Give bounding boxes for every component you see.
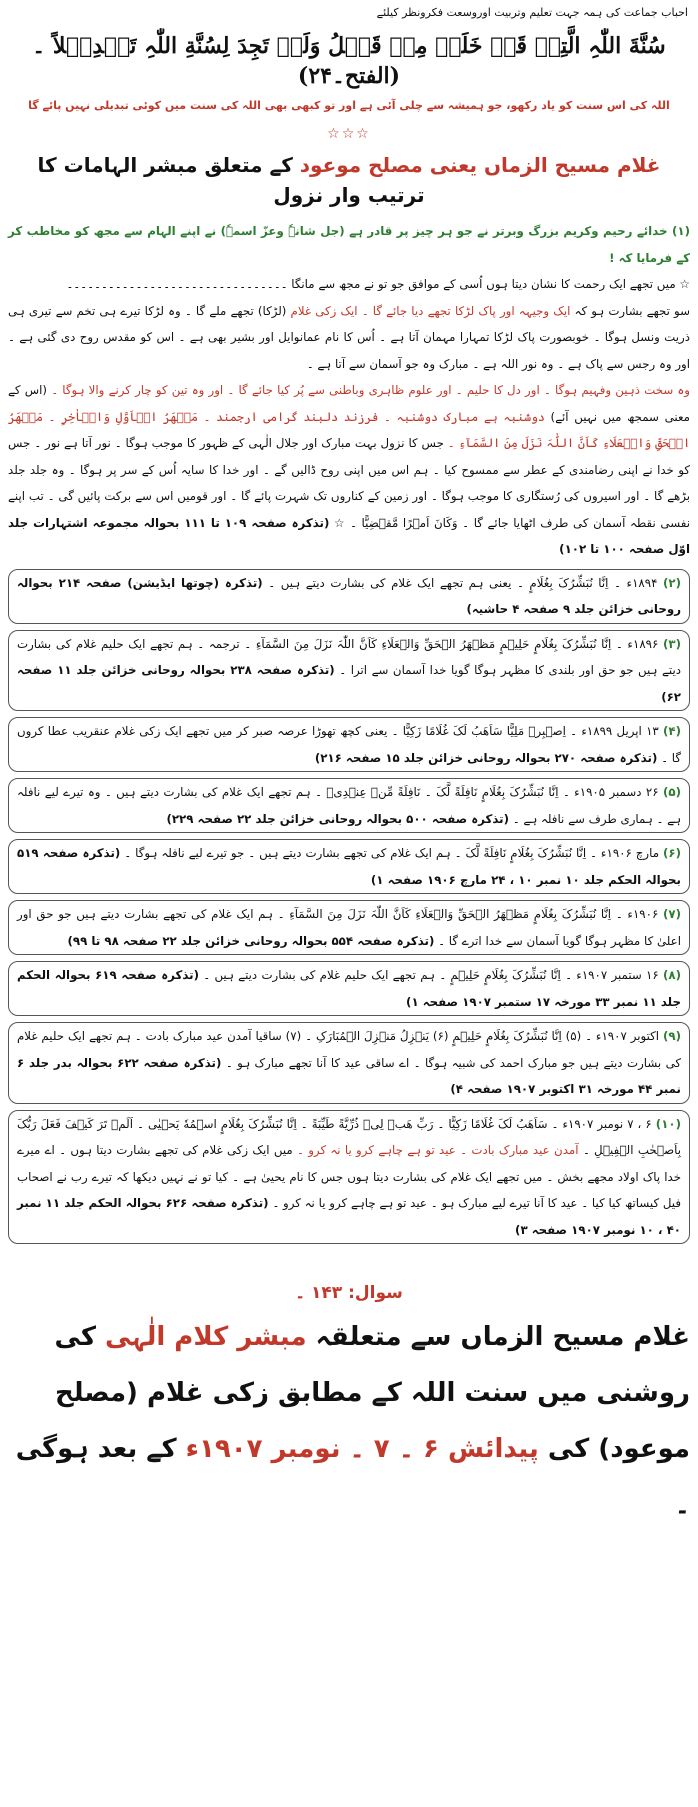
question-part: کی روشنی میں سنت اللہ کے مطابق زکی غلام (مصلح موعود) کی [54,1322,690,1464]
intro-paragraph-4 [8,377,690,563]
revelation-item [8,900,690,955]
item-text: مارچ ۱۹۰۶ء ۔ اِنَّا نُبَشِّرُکَ بِغُلَامٍ نَافِلَةً لَّکَ ۔ ہم ایک غلام کی تجھے بشارت دیتے ہیں ۔ جو تیرے لیے نافلہ ہوگا ۔ [124,846,660,860]
title-part-rest: کے متعلق مبشر الہامات کا ترتیب وار نزول [37,153,425,207]
title-part-highlight: غلام مسیح الزماں یعنی مصلح موعود [299,153,661,177]
prophecy-note: (اس کے معنی سمجھ میں نہیں آئے) [8,383,690,424]
item-text: ۶ ، ۷ نومبر ۱۹۰۷ء ۔ سَاَهَبُ لَکَ غُلَامًا زَکِیًّا ۔ رَبِّ هَبۡ لِیۡ ذُرِّیَّةً طَیِّبَةً ۔ اِنَّا نُبَشِّرُکَ بِغُلَامٍ اسۡمُهٗ یَحۡیٰی ۔ اَلَمۡ تَرَ کَیۡفَ فَعَلَ رَبُّکَ بِاَصۡحٰبِ الۡفِیۡلِ ۔ [17,1116,682,1157]
question-highlight: پیدائش ۶ ۔ ۷ ۔ نومبر ۱۹۰۷ء [185,1434,539,1464]
revelation-item [8,839,690,894]
prophecy-qualities: وہ سخت ذہین وفہیم ہوگا ۔ اور دل کا حلیم ۔ اور علوم ظاہری وباطنی سے پُر کیا جائے گا ۔ اور وہ تین کو چار کرنے والا ہوگا ۔ [51,383,690,397]
reference: (تذکرہ صفحہ ۵۱۹ بحوالہ الحکم جلد ۱۰ نمبر ۱۰ ، ۲۴ مارچ ۱۹۰۶ صفحہ ۱) [17,846,681,887]
intro-text: (۱) خدائے رحیم وکریم بزرگ وبرتر نے جو ہر چیز پر قادر ہے (جل شانہٗ وعزّ اسمہٗ) نے اپنے الہام سے مجھ کو مخاطب کر کے فرمایا کہ ! [8,224,690,265]
item-number: (۳) [662,636,681,651]
revelation-item [8,717,690,772]
intro-paragraph-1 [8,218,690,271]
question-highlight: مبشر کلام الٰہی [105,1322,307,1352]
item-text: ۱۳ اپریل ۱۸۹۹ء ۔ اِصۡبِرۡ مَلِیًّا سَاَهَبُ لَکَ غُلَامًا زَکِیًّا ۔ یعنی کچھ تھوڑا عرصہ صبر کر میں تجھے ایک زکی غلام عنقریب عطا کروں گا ۔ [17,724,681,765]
revelation-item [8,630,690,712]
question-part: غلام مسیح الزماں سے متعلقہ [315,1322,690,1352]
reference: (تذکرہ صفحہ ۶۲۶ بحوالہ الحکم جلد ۱۱ نمبر ۴۰ ، ۱۰ نومبر ۱۹۰۷ صفحہ ۳) [17,1196,681,1237]
item-number: (۱۰) [655,1116,681,1131]
reference: (تذکرہ صفحہ ۱۰۹ تا ۱۱۱ بحوالہ مجموعہ اشتہارات جلد اوّل صفحہ ۱۰۰ تا ۱۰۲) [8,515,690,556]
item-number: (۵) [663,785,682,799]
prophecy-body: (لڑکا) تجھے ملے گا ۔ وہ لڑکا تیرے ہی تخم سے تیری ہی ذریت ونسل ہوگا ۔ خوبصورت پاک لڑکا تمہارا مہمان آتا ہے ۔ اُس کا نام عمانوایل اور بشیر بھی ہے ۔ اس کو مقدس روح دی گئی ہے ۔ اور وہ رجس سے پاک ہے ۔ وہ نور اللہ ہے ۔ مبارک وہ جو آسمان سے آتا ہے ۔ [8,303,690,371]
revelation-item [8,1110,690,1245]
reference: (تذکرہ صفحہ ۵۰۰ بحوالہ روحانی خزائن جلد ۲۲ صفحہ ۲۲۹) [166,811,509,826]
header-tagline: احباب جماعت کی ہمہ جہت تعلیم وتربیت اوروسعت فکرونظر کیلئے [376,6,688,19]
reference: (تذکرہ صفحہ ۶۲۲ بحوالہ بدر جلد ۶ نمبر ۴۴ مورخہ ۳۱ اکتوبر ۱۹۰۷ صفحہ ۴) [17,1055,681,1096]
item-number: (۸) [663,968,682,982]
item-number: (۶) [663,846,682,860]
question-label: سوال: ۱۴۳ ۔ [295,1283,403,1303]
item-text: ۱۸۹۴ء ۔ اِنَّا نُبَشِّرُکَ بِغُلَامٍ ۔ یعنی ہم تجھے ایک غلام کی بشارت دیتے ہیں ۔ [268,575,658,590]
revelation-item [8,961,690,1016]
revelation-item [8,778,690,833]
question-part: کے بعد ہوگی ۔ [15,1434,690,1520]
item-text: ۱۶ ستمبر ۱۹۰۷ء ۔ اِنَّا نُبَشِّرُکَ بِغُلَامٍ حَلِیۡمٍ ۔ ہم تجھے ایک حلیم غلام کی بشارت دیتے ہیں ۔ [203,968,659,982]
reference: (تذکرہ صفحہ ۲۷۰ بحوالہ روحانی خزائن جلد ۱۵ صفحہ ۲۱۶) [314,750,658,765]
item-text: ۲۶ دسمبر ۱۹۰۵ء ۔ اِنَّا نُبَشِّرُکَ بِغُلَامٍ نَافِلَةً لَّکَ ۔ نَافِلَةً مِّنۡ عِنۡدِیۡ ۔ ہم تجھے ایک غلام کی بشارت دیتے ہیں ۔ وہ تیرے لیے نافلہ ہے ۔ ہماری طرف سے نافلہ ہے ۔ [17,785,681,826]
quran-verse: سُنَّةَ اللّٰہِ الَّتِیۡ قَدۡ خَلَتۡ مِنۡ قَبۡلُ وَلَنۡ تَجِدَ لِسُنَّةِ اللّٰہِ تَبۡدِیۡلاً ۔ (الفتح۔۲۴) [32,33,666,89]
stars-divider: ☆☆☆ [327,126,371,142]
intro-paragraph-2: ☆ میں تجھے ایک رحمت کا نشان دیتا ہوں اُسی کے موافق جو تو نے مجھ سے مانگا ۔۔۔۔۔۔۔۔۔۔۔۔۔۔۔۔۔۔۔۔۔۔۔۔۔۔۔۔۔۔۔۔ [66,277,690,291]
reference: (تذکرہ صفحہ ۵۵۴ بحوالہ روحانی خزائن جلد ۲۲ صفحہ ۹۸ تا ۹۹) [67,933,435,948]
page-title [8,150,690,210]
item-number: (۲) [663,575,682,590]
revelation-item [8,569,690,624]
item-text-translation: میں ایک زکی غلام کی تجھے بشارت دیتا ہوں ۔ اے میرے خدا پاک اولاد مجھے بخش ۔ میں تجھے ایک غلام کی بشارت دیتا ہوں جس کا نام یحییٰ ہے ۔ کیا تو نے نہیں دیکھا کہ تیرے رب نے اصحاب فیل کیساتھ کیا کیا ۔ عید کا آنا تیرے لیے مبارک ہو ۔ عید تو ہے چاہے کرو یا نہ کرو ۔ [17,1143,681,1210]
verse-translation: اللہ کی اس سنت کو یاد رکھو، جو ہمیشہ سے چلی آئی ہے اور تو کبھی بھی اللہ کی سنت میں کوئی تبدیلی نہیں پائے گا [28,99,670,112]
item-number: (۴) [663,724,682,738]
question-statement [8,1309,690,1533]
item-text: اکتوبر ۱۹۰۷ء ۔ (۵) اِنَّا نُبَشِّرُکَ بِغُلَامٍ حَلِیۡمٍ (۶) یَنۡزِلُ مَنۡزِلَ الۡمُبَارَکِ ۔ (۷) ساقیا آمدن عید مبارک بادت ۔ ہم تجھے ایک حلیم غلام کی بشارت دیتے ہیں جو مبارک احمد کی شبیہ ہوگا ۔ اے ساقی عید کا آنا تجھے مبارک ہو ۔ [17,1029,682,1070]
reference: (تذکرہ صفحہ ۲۳۸ بحوالہ روحانی خزائن جلد ۱۱ صفحہ ۶۲) [17,663,681,704]
item-number: (۹) [663,1029,682,1043]
item-highlight: آمدن عید مبارک بادت ۔ عید تو ہے چاہے کرو یا نہ کرو ۔ [297,1143,579,1157]
item-text: ۱۹۰۶ء ۔ اِنَّا نُبَشِّرُکَ بِغُلَامٍ مَظۡهَرُ الۡحَقِّ وَالۡعَلَاءِ کَاَنَّ اللّٰہَ نَزَلَ مِنَ السَّمَآءِ ۔ ہم ایک غلام کی تجھے بشارت دیتے ہیں جو حق اور اعلیٰ کا مظہر ہوگا گویا آسمان سے خدا اترے گا ۔ [17,907,681,948]
revelation-item [8,1022,690,1104]
reference: (تذکرہ (چوتھا ایڈیشن) صفحہ ۲۱۴ بحوالہ روحانی خزائن جلد ۹ صفحہ ۴ حاشیہ) [17,575,681,616]
prophecy-lead: سو تجھے بشارت ہو کہ [574,303,691,318]
prophecy-highlight: ایک وجیہہ اور پاک لڑکا تجھے دیا جائے گا ۔ ایک زکی غلام [290,303,571,318]
prophecy-arabic: دوشنبہ ہے مبارک دوشنبہ ۔ فرزند دلبند گرامی ارجمند ۔ مَظۡهَرُ الۡاَوَّلِ وَالۡاٰخِرِ ۔ مَظۡهَرُ الۡحَقِّ وَالۡعَلَاءِ کَاَنَّ اللّٰہَ نَزَلَ مِنَ السَّمَآءِ ۔ [8,409,690,450]
reference: (تذکرہ صفحہ ۶۱۹ بحوالہ الحکم جلد ۱۱ نمبر ۳۳ مورخہ ۱۷ ستمبر ۱۹۰۷ صفحہ ۱) [17,968,681,1009]
item-text: ۱۸۹۶ء ۔ اِنَّا نُبَشِّرُکَ بِغُلَامٍ حَلِیۡمٍ مَظۡهَرُ الۡحَقِّ وَالۡعَلَاءِ کَاَنَّ اللّٰہَ نَزَلَ مِنَ السَّمَآءِ ۔ ترجمہ ۔ ہم تجھے ایک حلیم غلام کی بشارت دیتے ہیں جو حق اور بلندی کا مظہر ہوگا گویا خدا آسمان سے اترا ۔ [17,636,682,677]
prophecy-continuation: جس کا نزول بہت مبارک اور جلال الٰہی کے ظہور کا موجب ہوگا ۔ نور آتا ہے نور ۔ جس کو خدا نے اپنی رضامندی کے عطر سے ممسوح کیا ۔ ہم اس میں اپنی روح ڈالیں گے ۔ اور خدا کا سایہ اُس کے سر پر ہوگا ۔ وہ جلد جلد بڑھے گا ۔ اور اسیروں کی رُستگاری کا موجب ہوگا ۔ اور زمین کے کناروں تک شہرت پائے گا ۔ اور قومیں اس سے برکت پائیں گی ۔ تب اپنے نفسی نقطہ آسمان کی طرف اٹھایا جائے گا ۔ وَکَانَ اَمۡرًا مَّقۡضِیًّا ۔ ☆ [8,436,691,530]
intro-paragraph-3 [8,298,690,378]
item-number: (۷) [663,907,682,921]
